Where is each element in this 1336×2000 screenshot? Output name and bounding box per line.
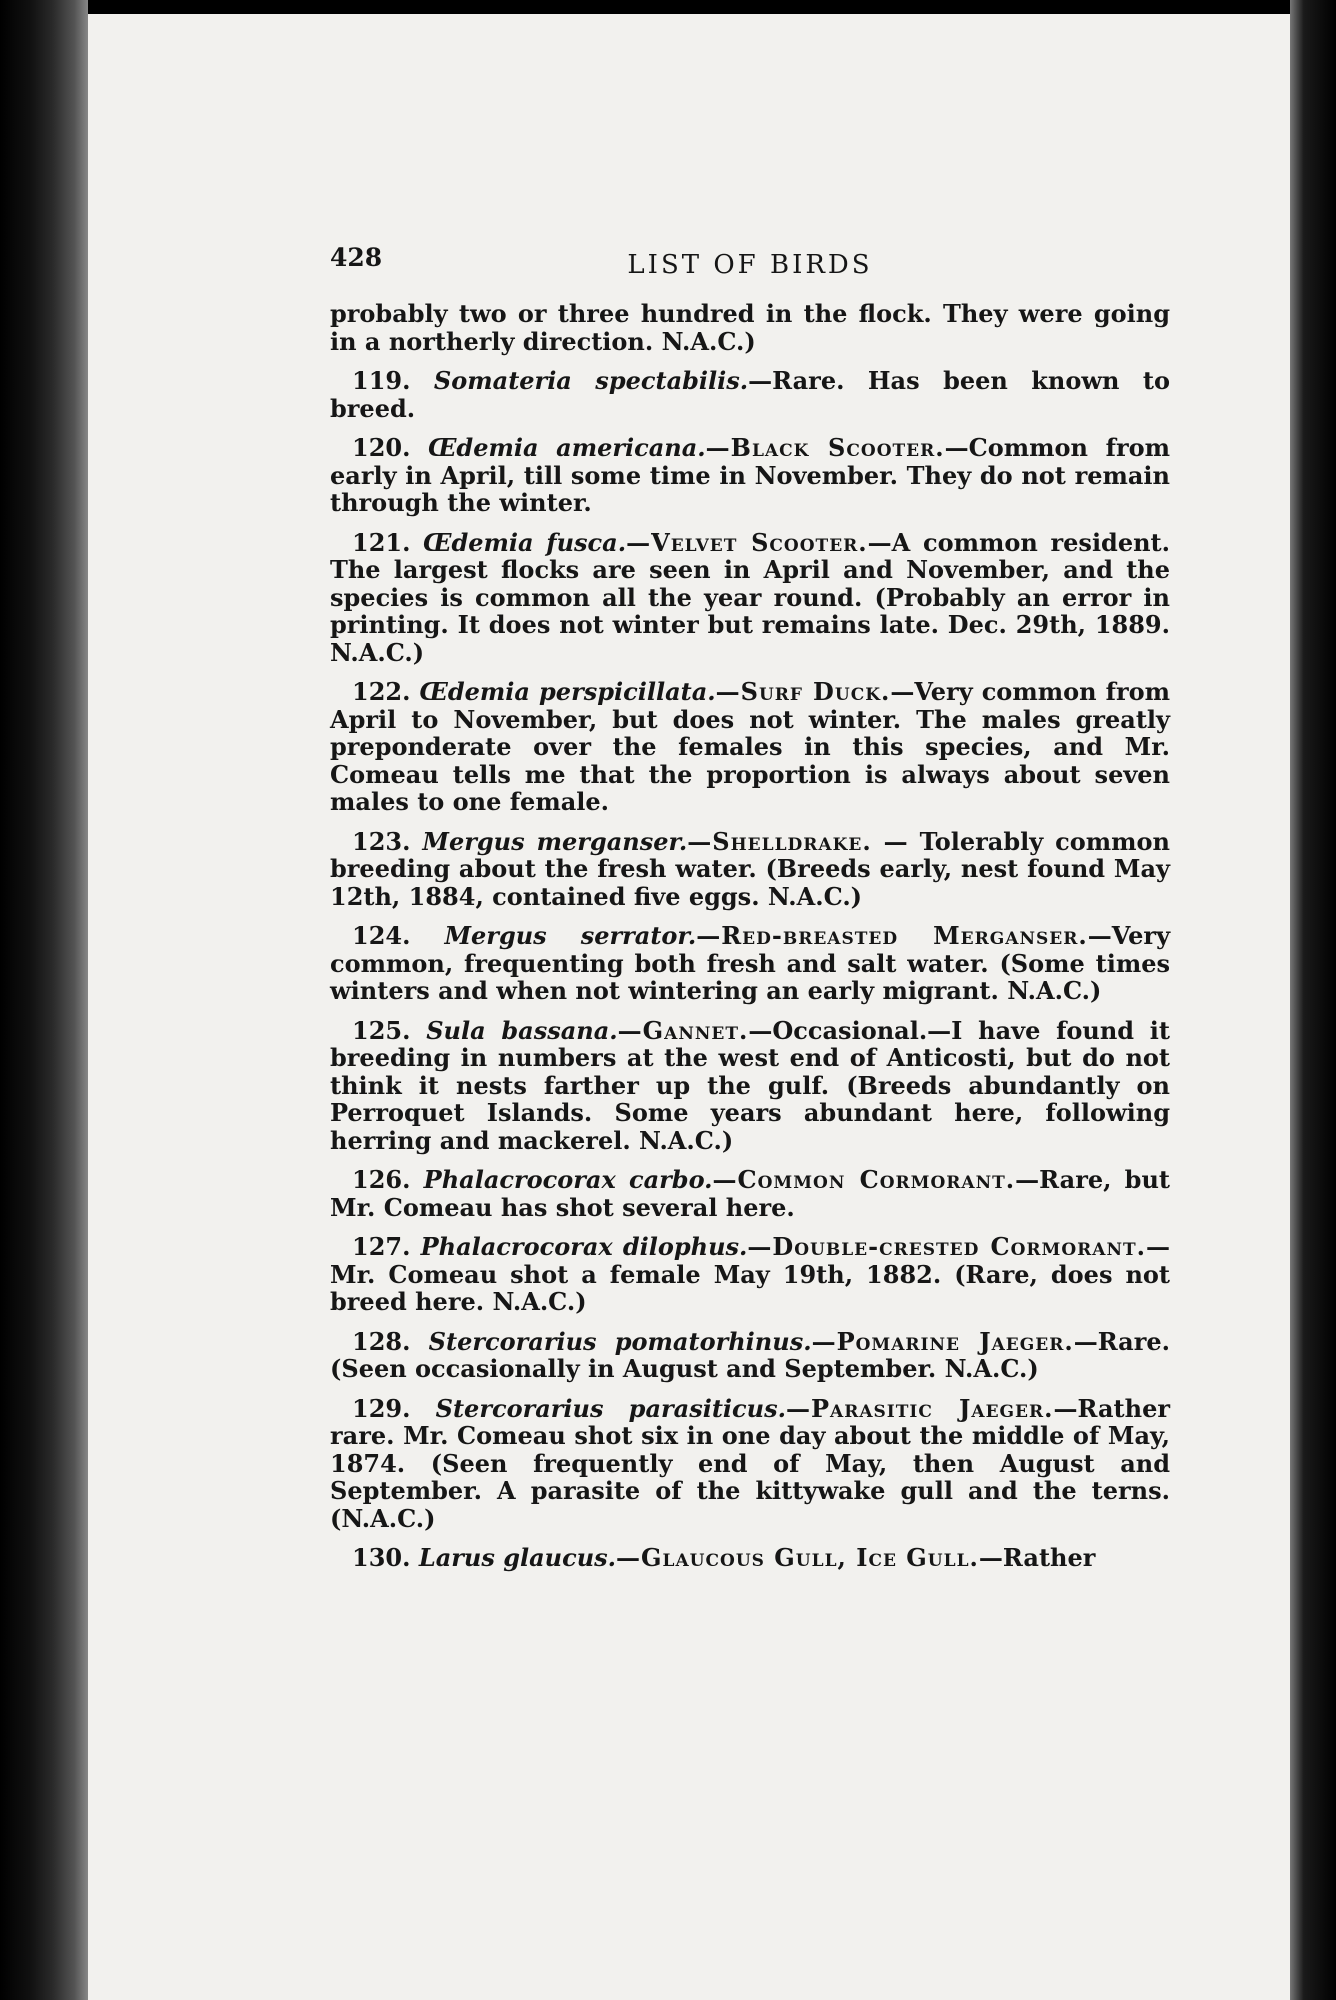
entry-text: — Tolerably common breeding about the fresh water. (Breeds early, nest found May 12th, 1884, contained five eggs. N.A.C.) [330, 826, 1170, 911]
common-name: —Common Cormorant. [712, 1165, 1016, 1194]
continued-paragraph: probably two or three hundred in the flock. They were going in a northerly direction. N.A.C.) [330, 299, 1170, 356]
entry-number: 119. [352, 366, 411, 395]
entry-number: 129. [352, 1393, 411, 1423]
common-name: —Double-crested Cormorant. [747, 1232, 1146, 1261]
species-entry [330, 678, 1170, 816]
entry-text: —A common resident. The largest flocks are seen in April and November, and the species is common all the year round. (Probably an error in printing. It does not winter but remains late. Dec. 29th, 1889. N.A.C.) [330, 527, 1170, 667]
common-name: —Glaucous Gull, Ice Gull. [616, 1543, 979, 1572]
species-entry [330, 1544, 1170, 1572]
common-name: —Surf Duck. [715, 677, 891, 706]
scientific-name: Phalacrocorax carbo. [423, 1165, 713, 1194]
species-entry [330, 1166, 1170, 1221]
common-name: —Black Scooter. [705, 433, 945, 462]
entry-number: 122. [352, 677, 411, 706]
running-title: LIST OF BIRDS [627, 250, 873, 280]
entry-text: —Rare, but Mr. Comeau has shot several here. [330, 1165, 1170, 1222]
entry-text: —Rare. Has been known to breed. [330, 366, 1171, 423]
entry-number: 125. [352, 1015, 411, 1045]
entry-text: — Mr. Comeau shot a female May 19th, 1882. (Rare, does not breed here. N.A.C.) [330, 1232, 1170, 1316]
entry-text: —Occasional.—I have found it breeding in numbers at the west end of Anticosti, but do not think it nests farther up the gulf. (Breeds abundantly on Perroquet Islands. Some years abundant here, following herring and mackerel. N.A.C.) [330, 1015, 1171, 1155]
species-entry [330, 1395, 1170, 1533]
entry-number: 121. [352, 527, 411, 557]
common-name: —Shelldrake. [687, 826, 872, 856]
entry-text: —Rather [978, 1543, 1096, 1572]
common-name: —Parasitic Jaeger. [785, 1393, 1054, 1423]
scientific-name: Stercorarius parasiticus. [435, 1393, 786, 1423]
page-header [330, 244, 1170, 288]
common-name: —Velvet Scooter. [626, 527, 868, 557]
common-name: —Red-breasted Merganser. [696, 921, 1088, 950]
entry-text: —Very common from April to November, but does not winter. The males greatly preponderate over the females in this species, and Mr. Comeau tells me that the proportion is always about seven males to one female. [330, 677, 1170, 816]
species-entry [330, 1017, 1170, 1155]
species-entry [330, 1328, 1170, 1383]
species-entry [330, 434, 1170, 517]
species-entry [330, 1233, 1170, 1316]
entry-number: 130. [352, 1543, 411, 1572]
species-entry [330, 529, 1170, 667]
common-name: —Gannet. [617, 1015, 749, 1045]
entry-text: —Rather rare. Mr. Comeau shot six in one day about the middle of May, 1874. (Seen frequently end of May, then August and September. A parasite of the kittywake gull and the terns. (N.A.C.) [330, 1393, 1170, 1533]
entry-number: 126. [352, 1165, 411, 1194]
page-content [330, 244, 1170, 1584]
entry-text: —Very common, frequenting both fresh and salt water. (Some times winters and when not wintering an early migrant. N.A.C.) [330, 921, 1171, 1005]
scan-top-border [0, 0, 1336, 14]
common-name: —Pomarine Jaeger. [811, 1326, 1074, 1356]
entry-text: —Common from early in April, till some time in November. They do not remain through the winter. [330, 433, 1170, 517]
entry-number: 123. [352, 826, 411, 856]
entry-number: 128. [352, 1326, 411, 1356]
scientific-name: Mergus merganser. [422, 826, 688, 856]
entry-number: 124. [352, 921, 411, 950]
scientific-name: Œdemia perspicillata. [419, 677, 716, 706]
entry-text: —Rare. (Seen occasionally in August and September. N.A.C.) [330, 1326, 1171, 1383]
scientific-name: Mergus serrator. [444, 921, 697, 950]
species-entry [330, 367, 1170, 422]
scan-right-edge [1290, 0, 1336, 2000]
species-entry [330, 922, 1170, 1005]
scientific-name: Sula bassana. [426, 1015, 618, 1045]
scientific-name: Larus glaucus. [418, 1543, 617, 1572]
entry-number: 120. [352, 433, 411, 462]
scientific-name: Œdemia americana. [428, 433, 706, 462]
book-binding-edge [0, 0, 88, 2000]
scientific-name: Œdemia fusca. [423, 527, 627, 557]
page-number: 428 [330, 243, 383, 272]
scientific-name: Stercorarius pomatorhinus. [428, 1326, 812, 1356]
scientific-name: Phalacrocorax dilophus. [420, 1232, 748, 1261]
entry-number: 127. [352, 1232, 411, 1261]
species-list [330, 367, 1170, 1572]
species-entry [330, 828, 1170, 911]
scientific-name: Somateria spectabilis. [433, 366, 749, 395]
